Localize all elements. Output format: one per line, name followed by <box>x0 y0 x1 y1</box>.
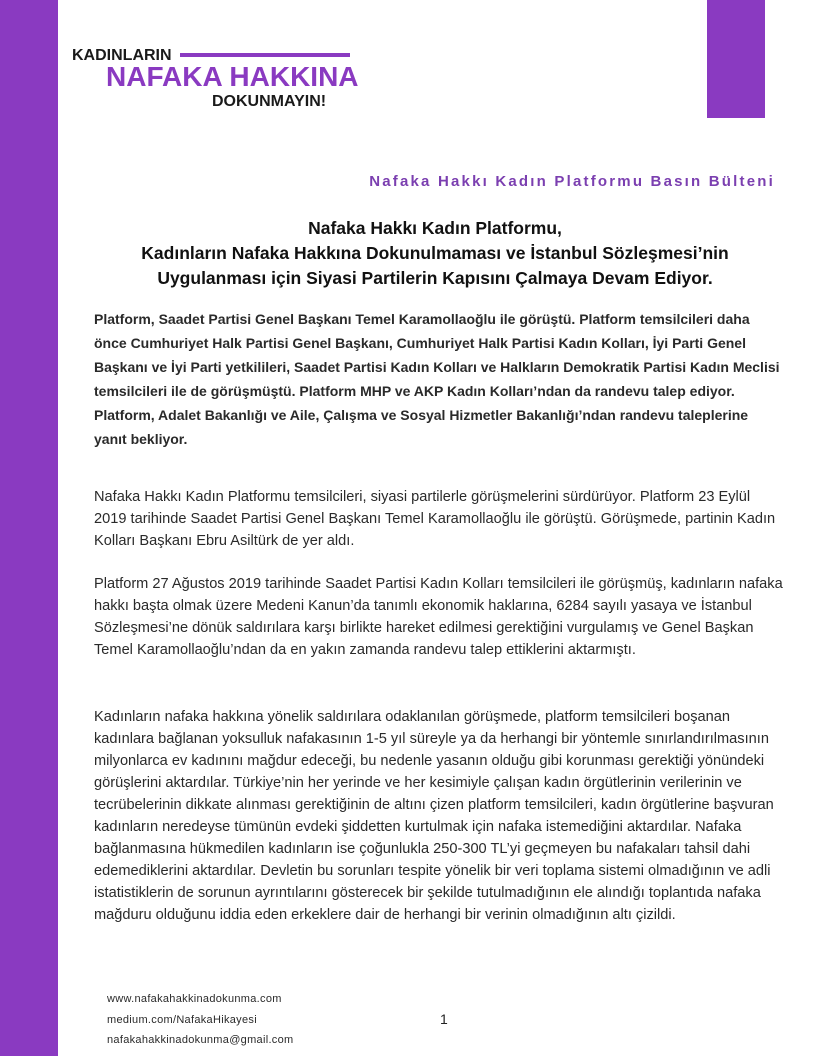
logo-accent-line <box>180 53 350 57</box>
footer-email-link[interactable]: nafakahakkinadokunma@gmail.com <box>107 1034 294 1046</box>
press-release-title <box>95 216 775 291</box>
bulletin-label: Nafaka Hakkı Kadın Platformu Basın Bülteni <box>369 173 775 190</box>
footer-medium-link[interactable]: medium.com/NafakaHikayesi <box>107 1013 257 1026</box>
title-line-3: Uygulanması için Siyasi Partilerin Kapısını Çalmaya Devam Ediyor. <box>157 268 713 288</box>
logo-line-3: DOKUNMAYIN! <box>212 93 327 110</box>
campaign-logo <box>72 44 362 116</box>
page-number: 1 <box>440 1011 448 1027</box>
top-right-accent-bar <box>707 0 765 118</box>
title-line-2: Kadınların Nafaka Hakkına Dokunulmaması ve İstanbul Sözleşmesi’nin <box>141 243 729 263</box>
logo-line-1: KADINLARIN <box>72 47 172 64</box>
body-paragraph-3: Kadınların nafaka hakkına yönelik saldırılara odaklanılan görüşmede, platform temsilcileri boşanan kadınlara bağlanan yoksulluk nafakasının 1-5 yıl süreyle ya da herhangi bir yöntemle sınırlandırılmasının milyonlarca ev kadınını mağdur edeceği, bu nedenle yasanın olduğu gibi korunması gerektiği yönündeki görüşlerini aktardılar. Türkiye’nin her yerinde ve her kesimiyle çalışan kadın örgütlerinin verilerinin ve tecrübelerinin dikkate alınması gerektiğinin de altını çizen platform temsilcileri, kadın örgütlerine başvuran kadınların neredeyse tümünün evdeki şiddetten kurtulmak için nafaka istemediğini aktardılar. Nafaka bağlanmasına hükmedilen kadınların ise çoğunlukla 250-300 TL’yi geçmeyen bu nafakaları tahsil dahi edemediklerini aktardılar. Devletin bu sorunları tespite yönelik bir veri toplama sistemi olmadığının ve adli istatistiklerin de sorunun ayrıntılarını gösterecek bir şekilde tutulmadığının ele alındığı toplantıda nafaka mağduru olduğunu iddia eden erkeklere dair de herhangi bir verinin olmadığının altı çizildi. <box>94 709 774 923</box>
footer-website-link[interactable]: www.nafakahakkinadokunma.com <box>107 993 282 1005</box>
summary-paragraph: Platform, Saadet Partisi Genel Başkanı Temel Karamollaoğlu ile görüştü. Platform temsilcileri daha önce Cumhuriyet Halk Partisi Genel Başkanı, Cumhuriyet Halk Partisi Kadın Kolları, İyi Parti Genel Başkanı ve İyi Parti yetkilileri, Saadet Partisi Kadın Kolları ve Halkların Demokratik Partisi Kadın Meclisi temsilcileri ile de görüşmüştü. Platform MHP ve AKP Kadın Kolları’ndan da randevu talep ediyor. Platform, Adalet Bakanlığı ve Aile, Çalışma ve Sosyal Hizmetler Bakanlığı’ndan randevu taleplerine yanıt bekliyor. <box>94 311 780 447</box>
logo-line-2: NAFAKA HAKKINA <box>106 61 359 92</box>
left-accent-bar <box>0 0 58 1056</box>
body-paragraph-1: Nafaka Hakkı Kadın Platformu temsilcileri, siyasi partilerle görüşmelerini sürdürüyor. Platform 23 Eylül 2019 tarihinde Saadet Partisi Genel Başkanı Temel Karamollaoğlu ile görüştü. Görüşmede, partinin Kadın Kolları Başkanı Ebru Asiltürk de yer aldı. <box>94 489 776 549</box>
body-paragraph-2: Platform 27 Ağustos 2019 tarihinde Saadet Partisi Kadın Kolları temsilcileri ile görüşmüş, kadınların nafaka hakkı başta olmak üzere Medeni Kanun’da tanımlı ekonomik haklarına, 6284 sayılı yasaya ve İstanbul Sözleşmesi’ne dönük saldırılara karşı birlikte hareket edilmesi gerektiğini vurgulamış ve Genel Başkan Temel Karamollaoğlu’ndan da en yakın zamanda randevu talep ettiklerini aktarmıştı. <box>94 576 783 658</box>
footer-contacts <box>107 989 293 1051</box>
title-line-1: Nafaka Hakkı Kadın Platformu, <box>308 218 562 238</box>
